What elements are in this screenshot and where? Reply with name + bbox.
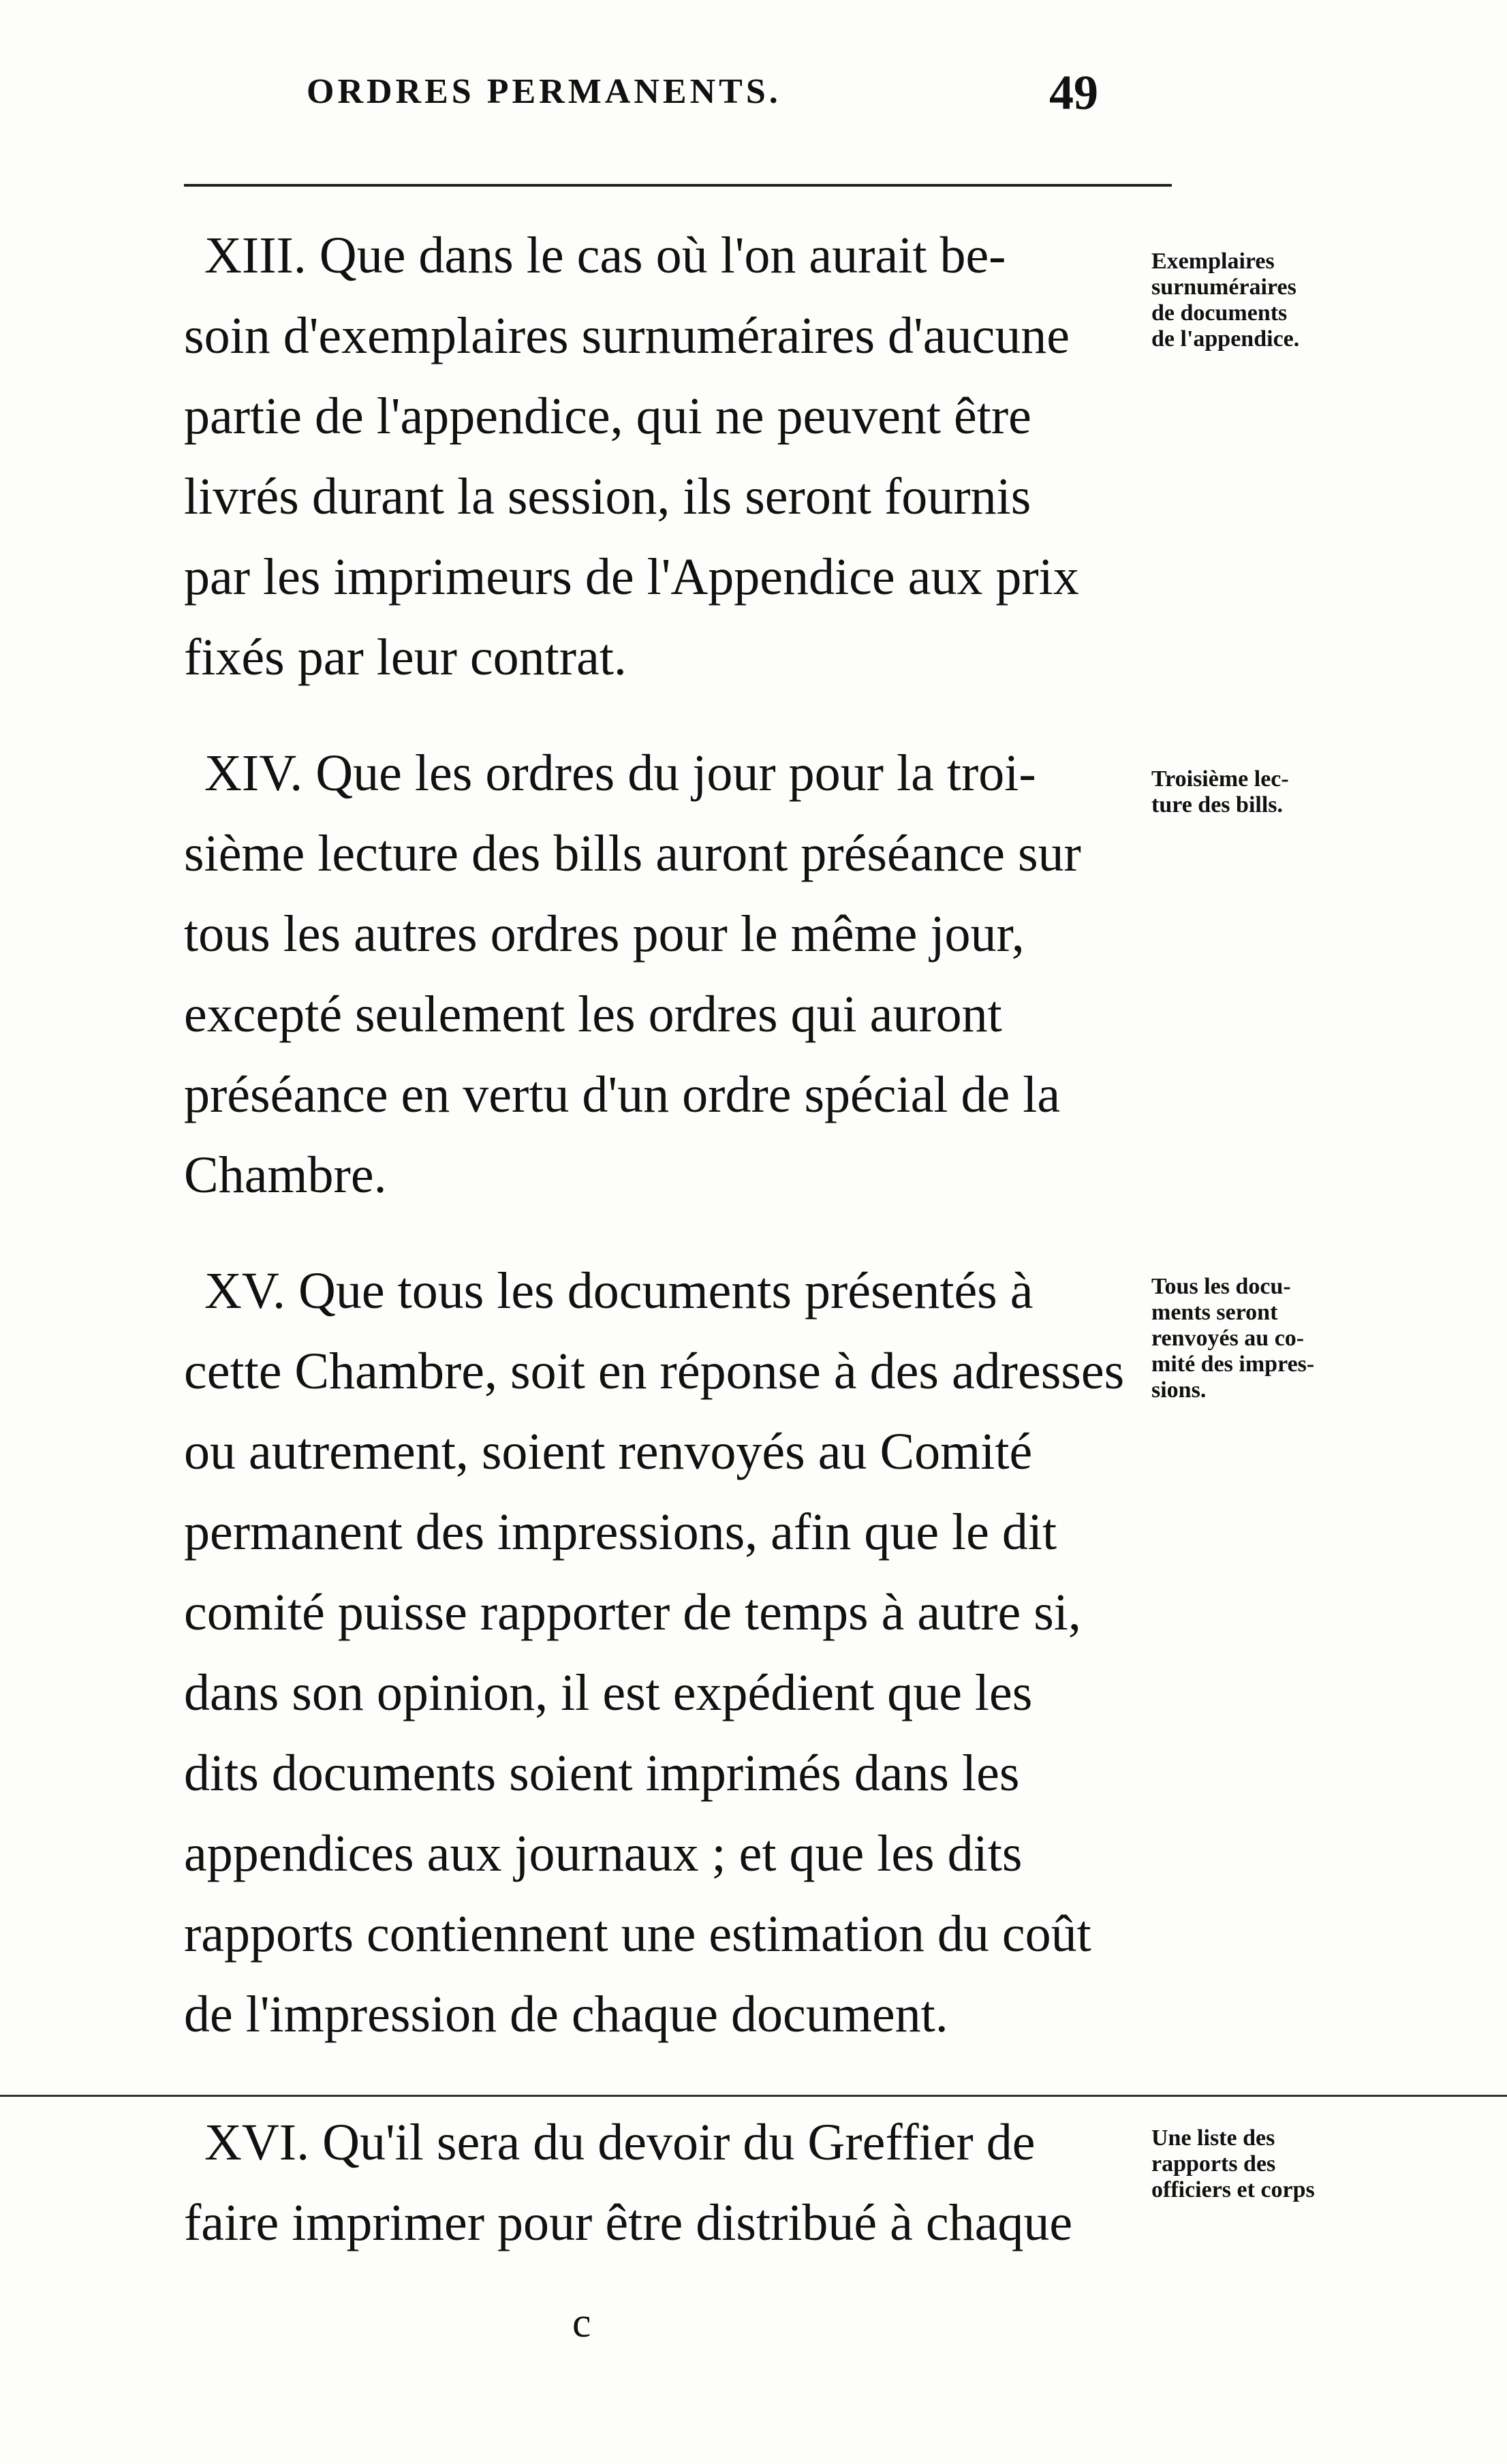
signature-mark: c: [572, 2300, 591, 2346]
text-line: tous les autres ordres pour le même jour,: [184, 905, 1025, 963]
margin-note-line: rapports des: [1151, 2151, 1276, 2177]
header-rule: [184, 184, 1172, 187]
margin-note: [1151, 2125, 1465, 2203]
margin-note-line: surnuméraires: [1151, 275, 1296, 300]
page-number: 49: [1049, 65, 1098, 120]
margin-note: [1151, 249, 1465, 352]
margin-note: [1151, 766, 1465, 818]
margin-note-line: Troisième lec-: [1151, 766, 1289, 792]
margin-note-line: Tous les docu-: [1151, 1274, 1291, 1299]
text-line: appendices aux journaux ; et que les dits: [184, 1825, 1023, 1882]
text-line: dans son opinion, il est expédient que les: [184, 1664, 1033, 1721]
text-line: XIII. Que dans le cas où l'on aurait be-: [204, 227, 1006, 284]
text-line: sième lecture des bills auront préséance sur: [184, 825, 1081, 882]
section-divider: [0, 2095, 1507, 2097]
margin-note-line: de l'appendice.: [1151, 326, 1300, 352]
text-line: comité puisse rapporter de temps à autre si,: [184, 1584, 1081, 1641]
margin-note-line: Exemplaires: [1151, 249, 1275, 274]
margin-note-line: renvoyés au co-: [1151, 1326, 1305, 1351]
text-line: excepté seulement les ordres qui auront: [184, 986, 1002, 1043]
text-line: XV. Que tous les documents présentés à: [204, 1262, 1034, 1320]
margin-note-line: mité des impres-: [1151, 1352, 1315, 1377]
text-line: par les imprimeurs de l'Appendice aux prix: [184, 548, 1079, 606]
text-line: rapports contiennent une estimation du coût: [184, 1905, 1091, 1963]
text-line: préséance en vertu d'un ordre spécial de la: [184, 1066, 1061, 1123]
margin-note-line: officiers et corps: [1151, 2177, 1315, 2202]
text-line: XIV. Que les ordres du jour pour la troi-: [204, 745, 1036, 802]
margin-note: [1151, 1274, 1465, 1403]
text-line: partie de l'appendice, qui ne peuvent être: [184, 388, 1031, 445]
text-line: faire imprimer pour être distribué à chaque: [184, 2194, 1073, 2251]
text-line: Chambre.: [184, 1147, 387, 1204]
text-line: soin d'exemplaires surnuméraires d'aucune: [184, 307, 1070, 364]
text-line: de l'impression de chaque document.: [184, 1986, 948, 2043]
text-line: dits documents soient imprimés dans les: [184, 1745, 1020, 1802]
text-line: cette Chambre, soit en réponse à des adresses: [184, 1343, 1125, 1400]
margin-note-line: de documents: [1151, 300, 1288, 326]
text-line: XVI. Qu'il sera du devoir du Greffier de: [204, 2114, 1036, 2171]
text-line: ou autrement, soient renvoyés au Comité: [184, 1423, 1033, 1480]
running-title: ORDRES PERMANENTS.: [307, 72, 781, 111]
margin-note-line: ture des bills.: [1151, 792, 1284, 817]
margin-note-line: Une liste des: [1151, 2125, 1275, 2151]
text-line: permanent des impressions, afin que le dit: [184, 1503, 1057, 1561]
text-line: fixés par leur contrat.: [184, 629, 627, 686]
margin-note-line: ments seront: [1151, 1300, 1278, 1325]
margin-note-line: sions.: [1151, 1377, 1207, 1403]
text-line: livrés durant la session, ils seront fournis: [184, 468, 1031, 525]
